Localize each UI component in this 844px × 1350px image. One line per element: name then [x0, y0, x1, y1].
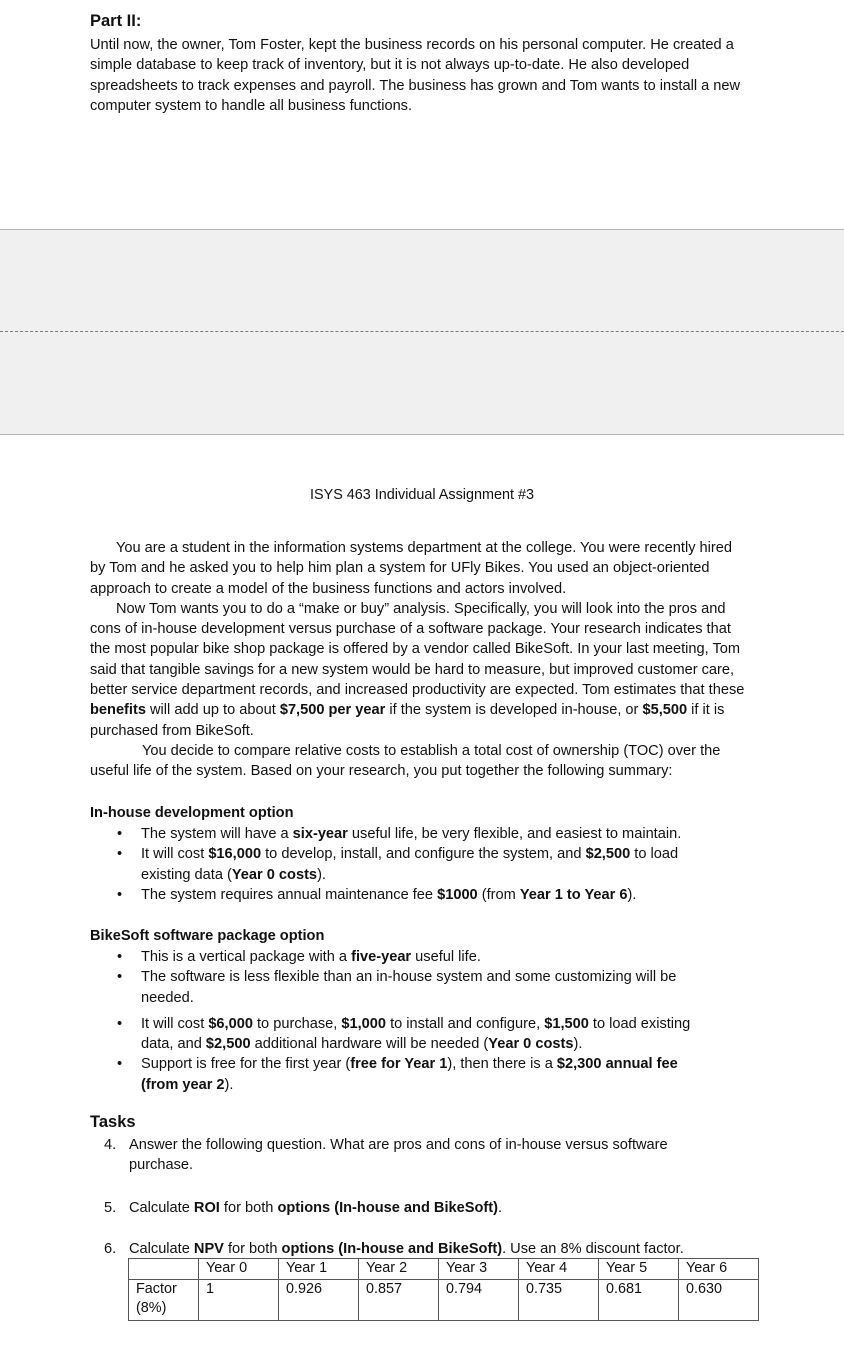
task-4: [104, 1135, 724, 1176]
table-header-cell: [129, 1259, 199, 1280]
table-header-row: [129, 1259, 759, 1280]
task-text: Calculate ROI for both options (In-house and BikeSoft).: [129, 1200, 503, 1216]
table-cell: 0.735: [519, 1280, 599, 1321]
task-number: 5.: [104, 1200, 117, 1216]
table-cell: 0.857: [359, 1280, 439, 1321]
intro-paragraph: Until now, the owner, Tom Foster, kept the business records on his personal computer. He created a simple database to keep track of inventory, but it is not always up-to-date. He also developed spreadsheets to track expenses and payroll. The business has grown and Tom wants to install a new computer system to handle all business functions.: [90, 37, 741, 114]
part-title: Part II:: [90, 12, 142, 30]
table-cell: 0.926: [279, 1280, 359, 1321]
task-text: Calculate NPV for both options (In-house and BikeSoft). Use an 8% discount factor.: [129, 1241, 684, 1257]
list-item: • This is a vertical package with a five-year useful life.: [117, 949, 481, 965]
bikesoft-list: [115, 947, 715, 1095]
task-text: Answer the following question. What are pros and cons of in-house versus software purchase.: [129, 1137, 668, 1174]
assignment-title: ISYS 463 Individual Assignment #3: [310, 487, 534, 503]
table-cell: 1: [199, 1280, 279, 1321]
table-cell: 0.681: [599, 1280, 679, 1321]
table-header-cell: Year 3: [439, 1259, 519, 1280]
table-cell: 0.794: [439, 1280, 519, 1321]
list-item: • The software is less flexible than an in-house system and some customizing will be needed.: [117, 969, 677, 1006]
table-header-cell: Year 6: [679, 1259, 759, 1280]
table-header-cell: Year 1: [279, 1259, 359, 1280]
table-header-cell: Year 4: [519, 1259, 599, 1280]
list-item: • It will cost $16,000 to develop, install, and configure the system, and $2,500 to load existing data (Year 0 costs).: [117, 846, 679, 883]
scenario-paragraph-3: You decide to compare relative costs to establish a total cost of ownership (TOC) over the useful life of the system. Based on your research, you put together the following summary:: [90, 742, 721, 780]
scenario-text: [90, 538, 750, 782]
list-item: • It will cost $6,000 to purchase, $1,000 to install and configure, $1,500 to load existing data, and $2,500 additional hardware will be needed (Year 0 costs).: [117, 1015, 691, 1053]
task-5: [104, 1198, 724, 1218]
scenario-paragraph-1: You are a student in the information systems department at the college. You were recently hired by Tom and he asked you to help him plan a system for UFly Bikes. You used an object-oriented approach to create a model of the business functions and actors involved.: [90, 540, 733, 597]
table-row-label: Factor (8%): [129, 1280, 199, 1321]
task-number: 6.: [104, 1241, 117, 1257]
table-row: [129, 1280, 759, 1321]
page-break-dashed-line: [0, 331, 844, 332]
list-item: • The system requires annual maintenance fee $1000 (from Year 1 to Year 6).: [117, 886, 637, 903]
page-break-band: [0, 229, 844, 435]
task-number: 4.: [104, 1137, 117, 1153]
scenario-paragraph-2: Now Tom wants you to do a “make or buy” analysis. Specifically, you will look into the pros and cons of in-house development versus purchase of a software package. Your research indicates that the most popular bike shop package is offered by a vendor called BikeSoft. In your last meeting, Tom said that tangible savings for a new system would be hard to measure, but improved customer care, better service department records, and increased productivity are expected. Tom estimates that these benefits will add up to about $7,500 per year if the system is developed in-house, or $5,500 if it is purchased from BikeSoft.: [90, 600, 745, 739]
bikesoft-heading: BikeSoft software package option: [90, 928, 325, 944]
tasks-heading: Tasks: [90, 1113, 136, 1131]
list-item: • The system will have a six-year useful life, be very flexible, and easiest to maintain.: [117, 826, 682, 842]
inhouse-heading: In-house development option: [90, 805, 294, 821]
task-6: [104, 1239, 724, 1259]
table-cell: 0.630: [679, 1280, 759, 1321]
table-header-cell: Year 0: [199, 1259, 279, 1280]
table-header-cell: Year 2: [359, 1259, 439, 1280]
table-header-cell: Year 5: [599, 1259, 679, 1280]
list-item: • Support is free for the first year (free for Year 1), then there is a $2,300 annual fee (from year 2).: [117, 1056, 678, 1093]
inhouse-list: [115, 824, 715, 905]
discount-factor-table: [128, 1258, 759, 1321]
